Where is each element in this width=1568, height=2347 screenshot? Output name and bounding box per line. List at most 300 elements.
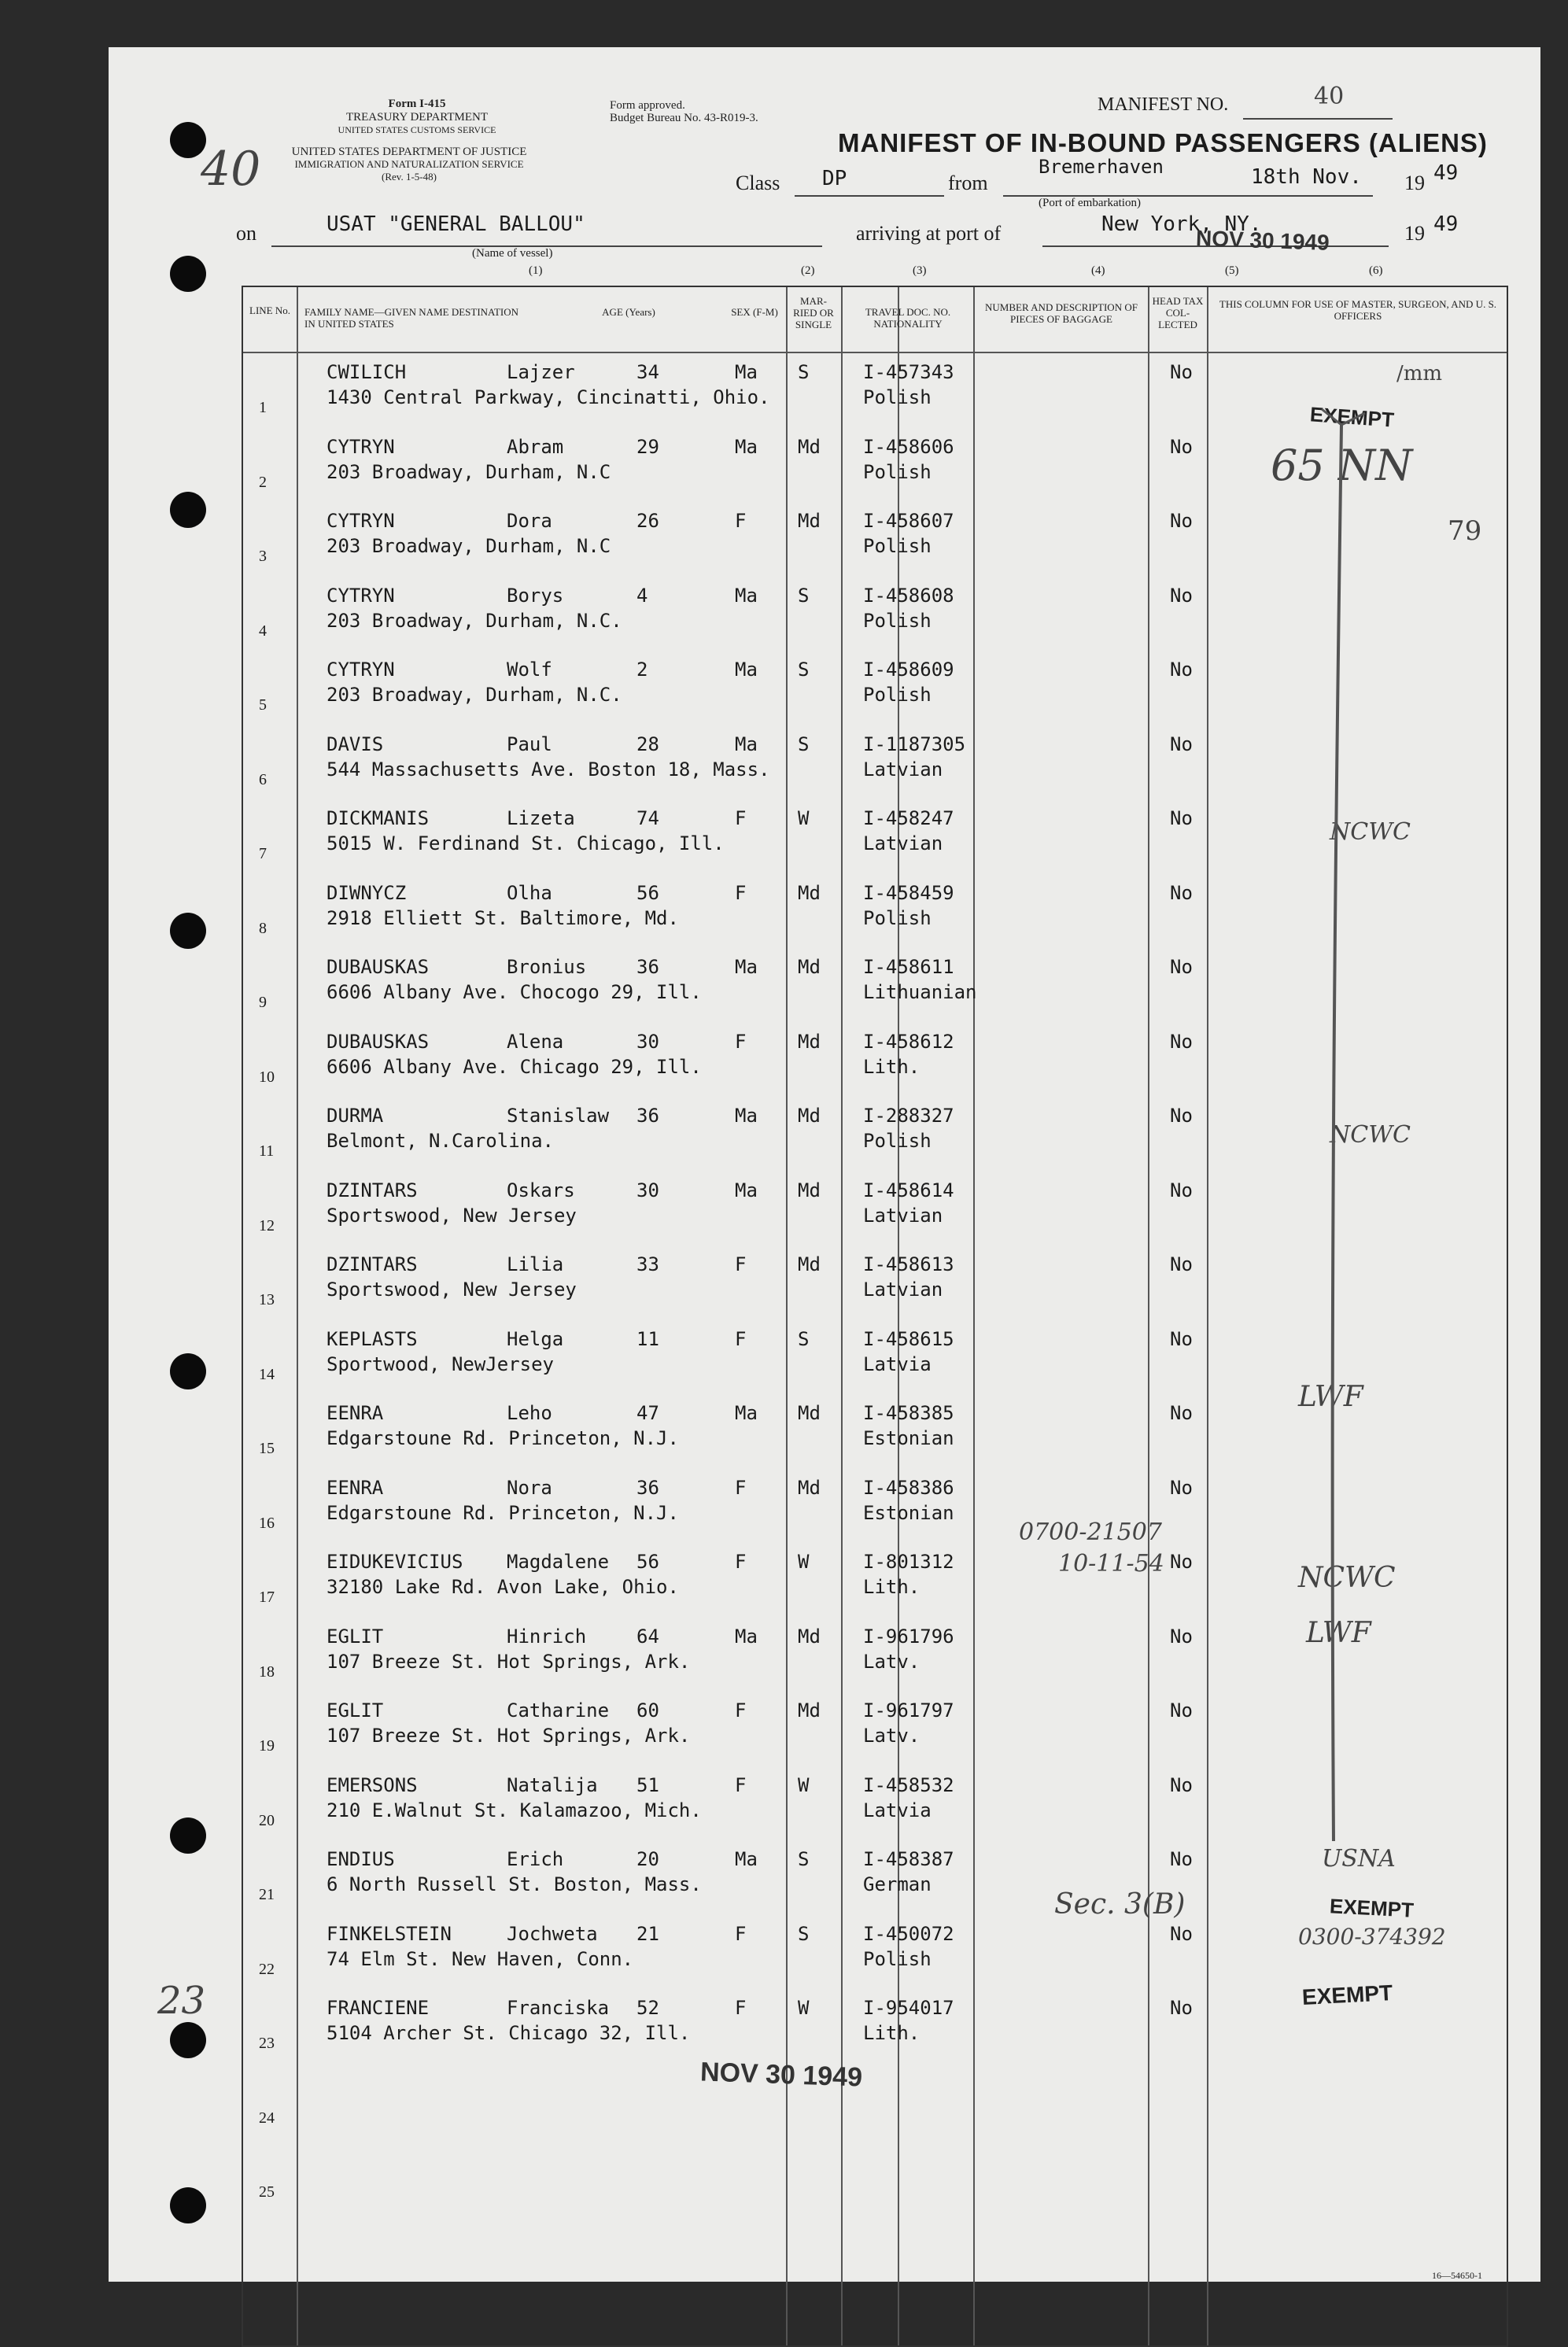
cell-line: 14 [259,1365,275,1383]
table-row [243,948,1510,1022]
cell-doc: I-458387 [863,1848,954,1870]
cell-line: 16 [259,1514,275,1532]
table-row [243,2064,1510,2138]
cell-sex: F [735,1253,747,1275]
cell-family: DIWNYCZ [327,881,407,904]
cell-family: CYTRYN [327,584,395,607]
cell-nat: Polish [863,609,932,632]
year-value: 49 [1433,161,1459,185]
row22-handwriting: 0300-374392 [1298,1924,1446,1950]
cell-given: Oskars [507,1179,575,1201]
cell-doc: I-458609 [863,659,954,681]
cell-doc: I-458386 [863,1476,954,1499]
cell-doc: I-458459 [863,881,954,904]
cell-addr: 203 Broadway, Durham, N.C. [327,684,622,706]
cell-family: CYTRYN [327,659,395,681]
cell-addr: Sportswood, New Jersey [327,1279,577,1301]
cell-nat: Lith. [863,1055,921,1078]
cell-tax: No [1170,1625,1193,1648]
cell-tax: No [1170,1699,1193,1722]
col-head-tax: HEAD TAX COL-LECTED [1152,295,1204,330]
cell-tax: No [1170,881,1193,904]
bottom-date-stamp: NOV 30 1949 [699,2057,863,2093]
table-row [243,577,1510,651]
col-num-2: (2) [801,264,815,277]
cell-ms: Md [798,1105,821,1127]
cell-ms: W [798,807,810,829]
cell-line: 13 [259,1291,275,1308]
cell-addr: 5015 W. Ferdinand St. Chicago, Ill. [327,832,725,854]
arriving-label: arriving at port of [856,222,1002,245]
cell-age: 56 [636,1551,659,1573]
cell-ms: Md [798,1699,821,1722]
cell-sex: Ma [735,659,758,681]
cell-doc: I-961797 [863,1699,954,1722]
cell-nat: Latv. [863,1725,921,1747]
cell-line: 8 [259,919,267,937]
cell-age: 56 [636,881,659,904]
col-officers: THIS COLUMN FOR USE OF MASTER, SURGEON, AND U. S. OFFICERS [1219,298,1497,322]
cell-ms: S [798,659,810,681]
cell-addr: 203 Broadway, Durham, N.C [327,460,611,483]
cell-given: Olha [507,881,552,904]
cell-doc: I-458615 [863,1327,954,1350]
row17-baggage-1: 0700-21507 [1019,1519,1162,1546]
col-num-6: (6) [1369,264,1383,277]
cell-line: 3 [259,548,267,565]
cell-nat: Latvian [863,832,943,854]
cell-line: 2 [259,473,267,491]
cell-family: CYTRYN [327,435,395,458]
cell-line: 9 [259,994,267,1011]
cell-line: 1 [259,399,267,416]
cell-addr: 5104 Archer St. Chicago 32, Ill. [327,2022,691,2044]
cell-age: 20 [636,1848,659,1870]
cell-line: 5 [259,696,267,714]
cell-family: EENRA [327,1402,384,1424]
cell-age: 28 [636,733,659,755]
cell-age: 30 [636,1179,659,1201]
col-num-1: (1) [529,264,543,277]
cell-addr: Edgarstoune Rd. Princeton, N.J. [327,1501,679,1524]
cell-sex: Ma [735,1179,758,1201]
cell-nat: Lithuanian [863,981,977,1003]
cell-family: DAVIS [327,733,384,755]
cell-given: Hinrich [507,1625,587,1648]
cell-sex: Ma [735,1402,758,1424]
passenger-table [242,286,1508,2347]
on-label: on [236,222,256,245]
cell-line: 23 [259,2035,275,2052]
cell-doc: I-458607 [863,510,954,532]
cell-ms: W [798,1773,810,1796]
port-embark-note: (Port of embarkation) [1039,197,1141,209]
cell-tax: No [1170,1179,1193,1201]
cell-nat: Polish [863,386,932,408]
cell-tax: No [1170,1327,1193,1350]
cell-sex: F [735,1997,747,2019]
cell-tax: No [1170,1997,1193,2019]
cell-age: 36 [636,1105,659,1127]
cell-age: 74 [636,807,659,829]
cell-addr: Sportwood, NewJersey [327,1352,554,1375]
cell-age: 36 [636,956,659,978]
cell-nat: Estonian [863,1427,954,1449]
cell-age: 36 [636,1476,659,1499]
cell-given: Dora [507,510,552,532]
cell-addr: 6606 Albany Ave. Chicago 29, Ill. [327,1055,702,1078]
cell-sex: F [735,1327,747,1350]
cell-addr: 210 E.Walnut St. Kalamazoo, Mich. [327,1799,702,1821]
cell-ms: Md [798,881,821,904]
cell-doc: I-458611 [863,956,954,978]
cell-age: 2 [636,659,648,681]
cell-family: EMERSONS [327,1773,418,1796]
cell-line: 21 [259,1886,275,1903]
row11-handwriting: NCWC [1330,1121,1411,1149]
binder-hole [170,492,206,528]
cell-sex: F [735,1476,747,1499]
cell-given: Nora [507,1476,552,1499]
form-approved: Form approved. [610,99,685,112]
cell-given: Abram [507,435,564,458]
cell-nat: Lith. [863,2022,921,2044]
cell-family: EGLIT [327,1625,384,1648]
cell-addr: Edgarstoune Rd. Princeton, N.J. [327,1427,679,1449]
cell-nat: Latvian [863,1204,943,1227]
cell-family: DZINTARS [327,1253,418,1275]
cell-given: Paul [507,733,552,755]
manifest-title: MANIFEST OF IN-BOUND PASSENGERS (ALIENS) [838,128,1488,157]
col-name: FAMILY NAME—GIVEN NAME DESTINATION IN UNITED STATES [304,306,519,330]
col-baggage: NUMBER AND DESCRIPTION OF PIECES OF BAGGAGE [985,301,1138,325]
arrival-year-prefix: 19 [1404,222,1425,245]
embark-date: 18th Nov. [1251,165,1362,189]
cell-age: 34 [636,361,659,383]
row17-baggage-2: 10-11-54 [1058,1550,1164,1578]
cell-line: 4 [259,622,267,640]
cell-doc: I-458608 [863,584,954,607]
row18-handwriting: LWF [1306,1617,1371,1649]
table-row [243,1766,1510,1840]
cell-sex: F [735,1030,747,1053]
cell-ms: Md [798,1253,821,1275]
cell-family: ENDIUS [327,1848,395,1870]
class-label: Class [736,172,780,194]
budget-bureau: Budget Bureau No. 43-R019-3. [610,112,758,124]
binder-hole [170,1353,206,1389]
cell-line: 25 [259,2183,275,2201]
customs-service: UNITED STATES CUSTOMS SERVICE [338,124,496,135]
cell-ms: Md [798,956,821,978]
table-row [243,874,1510,948]
cell-nat: Estonian [863,1501,954,1524]
cell-given: Bronius [507,956,587,978]
cell-family: EENRA [327,1476,384,1499]
cell-given: Magdalene [507,1551,610,1573]
cell-tax: No [1170,1402,1193,1424]
cell-tax: No [1170,1030,1193,1053]
cell-ms: S [798,1848,810,1870]
table-row [243,1840,1510,1914]
cell-tax: No [1170,807,1193,829]
cell-family: FRANCIENE [327,1997,430,2019]
cell-doc: I-458614 [863,1179,954,1201]
cell-nat: Polish [863,535,932,557]
cell-sex: Ma [735,1848,758,1870]
cell-sex: F [735,1699,747,1722]
row7-handwriting: NCWC [1330,818,1411,846]
col-travel-doc: TRAVEL DOC. NO. NATIONALITY [865,306,951,330]
cell-given: Natalija [507,1773,598,1796]
row1-exempt-stamp: EXEMPT [1309,402,1395,432]
cell-sex: F [735,1922,747,1945]
cell-family: EIDUKEVICIUS [327,1551,463,1573]
cell-ms: W [798,1997,810,2019]
cell-ms: Md [798,435,821,458]
cell-ms: Md [798,1402,821,1424]
from-label: from [948,172,988,194]
cell-given: Stanislaw [507,1105,610,1127]
cell-tax: No [1170,1922,1193,1945]
cell-age: 52 [636,1997,659,2019]
cell-ms: W [798,1551,810,1573]
col-num-4: (4) [1091,264,1105,277]
cell-tax: No [1170,361,1193,383]
col-age: AGE (Years) [602,306,655,318]
cell-age: 21 [636,1922,659,1945]
cell-family: EGLIT [327,1699,384,1722]
cell-doc: I-457343 [863,361,954,383]
table-row [243,799,1510,873]
cell-ms: S [798,584,810,607]
row15-handwriting: LWF [1298,1381,1363,1413]
cell-nat: Polish [863,906,932,929]
cell-tax: No [1170,659,1193,681]
cell-sex: Ma [735,435,758,458]
cell-given: Helga [507,1327,564,1350]
row1-officer-mark: /mm [1396,362,1443,386]
cell-ms: Md [798,510,821,532]
cell-addr: 1430 Central Parkway, Cincinatti, Ohio. [327,386,770,408]
department-justice: UNITED STATES DEPARTMENT OF JUSTICE [291,146,527,158]
cell-tax: No [1170,1773,1193,1796]
row17-handwriting: NCWC [1298,1562,1396,1594]
cell-sex: Ma [735,733,758,755]
cell-addr: 6 North Russell St. Boston, Mass. [327,1873,702,1895]
cell-sex: Ma [735,956,758,978]
binder-hole [170,256,206,292]
cell-nat: Polish [863,1130,932,1152]
col-num-5: (5) [1225,264,1239,277]
cell-line: 22 [259,1960,275,1978]
cell-line: 18 [259,1662,275,1681]
arrival-port: New York, NY. [1101,212,1262,236]
col-sex: SEX (F-M) [731,306,778,318]
col-num-3: (3) [913,264,927,277]
cell-doc: I-458385 [863,1402,954,1424]
cell-line: 17 [259,1589,275,1606]
class-value: DP [822,167,847,190]
cell-addr: 2918 Elliett St. Baltimore, Md. [327,906,679,929]
cell-ms: Md [798,1476,821,1499]
vessel-name: USAT "GENERAL BALLOU" [327,212,585,236]
cell-line: 7 [259,845,267,862]
cell-addr: 74 Elm St. New Haven, Conn. [327,1947,634,1970]
cell-age: 64 [636,1625,659,1648]
cell-sex: F [735,807,747,829]
col-line-no: LINE No. [249,304,290,316]
cell-ms: S [798,1327,810,1350]
cell-family: DUBAUSKAS [327,1030,430,1053]
cell-family: DURMA [327,1105,384,1127]
cell-family: FINKELSTEIN [327,1922,452,1945]
cell-line: 6 [259,770,267,788]
table-row [243,1097,1510,1171]
table-row [243,1023,1510,1097]
table-row [243,1692,1510,1766]
cell-nat: Latvian [863,1279,943,1301]
cell-ms: Md [798,1030,821,1053]
col-married: MAR-RIED OR SINGLE [793,295,834,330]
cell-family: DUBAUSKAS [327,956,430,978]
cell-age: 29 [636,435,659,458]
row23-exempt-stamp: EXEMPT [1301,1980,1393,2009]
cell-line: 20 [259,1811,275,1829]
cell-ms: Md [798,1179,821,1201]
cell-sex: F [735,881,747,904]
cell-tax: No [1170,1551,1193,1573]
cell-nat: Latvian [863,758,943,780]
row22-baggage: Sec. 3(B) [1054,1888,1186,1921]
cell-doc: I-458532 [863,1773,954,1796]
cell-sex: Ma [735,1105,758,1127]
form-code: 16—54650-1 [1432,2270,1482,2281]
cell-nat: Latvia [863,1799,932,1821]
row2-handwriting: 65 NN [1271,441,1413,490]
table-row [243,2138,1510,2212]
cell-sex: Ma [735,1625,758,1648]
cell-sex: F [735,510,747,532]
cell-addr: 6606 Albany Ave. Chocogo 29, Ill. [327,981,702,1003]
cell-given: Wolf [507,659,552,681]
cell-sex: Ma [735,361,758,383]
table-row [243,725,1510,799]
cell-doc: I-961796 [863,1625,954,1648]
cell-addr: 107 Breeze St. Hot Springs, Ark. [327,1725,691,1747]
arrival-year: 49 [1433,212,1459,236]
arrival-date-stamp: NOV 30 1949 [1195,226,1330,255]
cell-family: KEPLASTS [327,1327,418,1350]
cell-tax: No [1170,1476,1193,1499]
table-row [243,502,1510,576]
cell-doc: I-450072 [863,1922,954,1945]
table-row [243,651,1510,725]
treasury-dept: TREASURY DEPARTMENT [345,111,489,124]
row22-exempt-stamp: EXEMPT [1329,1894,1415,1922]
cell-family: DZINTARS [327,1179,418,1201]
cell-doc: I-458606 [863,435,954,458]
cell-given: Borys [507,584,564,607]
cell-given: Lajzer [507,361,575,383]
binder-hole [170,2187,206,2223]
cell-doc: I-1187305 [863,733,966,755]
cell-nat: German [863,1873,932,1895]
cell-age: 60 [636,1699,659,1722]
cell-line: 12 [259,1216,275,1234]
cell-doc: I-801312 [863,1551,954,1573]
cell-ms: Md [798,1625,821,1648]
binder-hole [170,913,206,949]
class-line [795,195,944,197]
cell-sex: Ma [735,584,758,607]
binder-hole [170,1817,206,1854]
cell-tax: No [1170,956,1193,978]
revision: (Rev. 1-5-48) [382,171,437,183]
table-row [243,1245,1510,1319]
cell-age: 47 [636,1402,659,1424]
cell-nat: Polish [863,684,932,706]
cell-tax: No [1170,733,1193,755]
cell-doc: I-288327 [863,1105,954,1127]
cell-doc: I-458613 [863,1253,954,1275]
cell-age: 33 [636,1253,659,1275]
cell-tax: No [1170,435,1193,458]
cell-age: 11 [636,1327,659,1350]
ins-service: IMMIGRATION AND NATURALIZATION SERVICE [294,158,524,170]
cell-doc: I-458247 [863,807,954,829]
cell-sex: F [735,1551,747,1573]
cell-sex: F [735,1773,747,1796]
cell-nat: Latv. [863,1650,921,1673]
cell-line: 15 [259,1440,275,1457]
cell-addr: 544 Massachusetts Ave. Boston 18, Mass. [327,758,770,780]
binder-hole [170,2022,206,2058]
cell-given: Franciska [507,1997,610,2019]
cell-nat: Lith. [863,1576,921,1598]
cell-given: Erich [507,1848,564,1870]
row3-handwriting: 79 [1448,515,1482,547]
cell-nat: Latvia [863,1352,932,1375]
form-number: Form I-415 [388,98,446,110]
manifest-no-value: 40 [1314,83,1345,110]
cell-doc: I-458612 [863,1030,954,1053]
cell-line: 24 [259,2109,275,2127]
cell-line: 11 [259,1142,275,1160]
cell-given: Lizeta [507,807,575,829]
table-row [243,1469,1510,1543]
cell-given: Catharine [507,1699,610,1722]
cell-age: 51 [636,1773,659,1796]
cell-tax: No [1170,1848,1193,1870]
cell-tax: No [1170,584,1193,607]
row21-handwriting: USNA [1322,1845,1396,1873]
cell-ms: S [798,1922,810,1945]
cell-nat: Polish [863,460,932,483]
cell-nat: Polish [863,1947,932,1970]
cell-given: Leho [507,1402,552,1424]
cell-line: 19 [259,1737,275,1755]
cell-tax: No [1170,1105,1193,1127]
cell-given: Lilia [507,1253,564,1275]
port-embarkation: Bremerhaven [1039,156,1164,178]
cell-family: DICKMANIS [327,807,430,829]
cell-line: 10 [259,1068,275,1086]
year-prefix: 19 [1404,172,1425,194]
cell-addr: 203 Broadway, Durham, N.C. [327,609,622,632]
cell-age: 4 [636,584,648,607]
cell-addr: 107 Breeze St. Hot Springs, Ark. [327,1650,691,1673]
